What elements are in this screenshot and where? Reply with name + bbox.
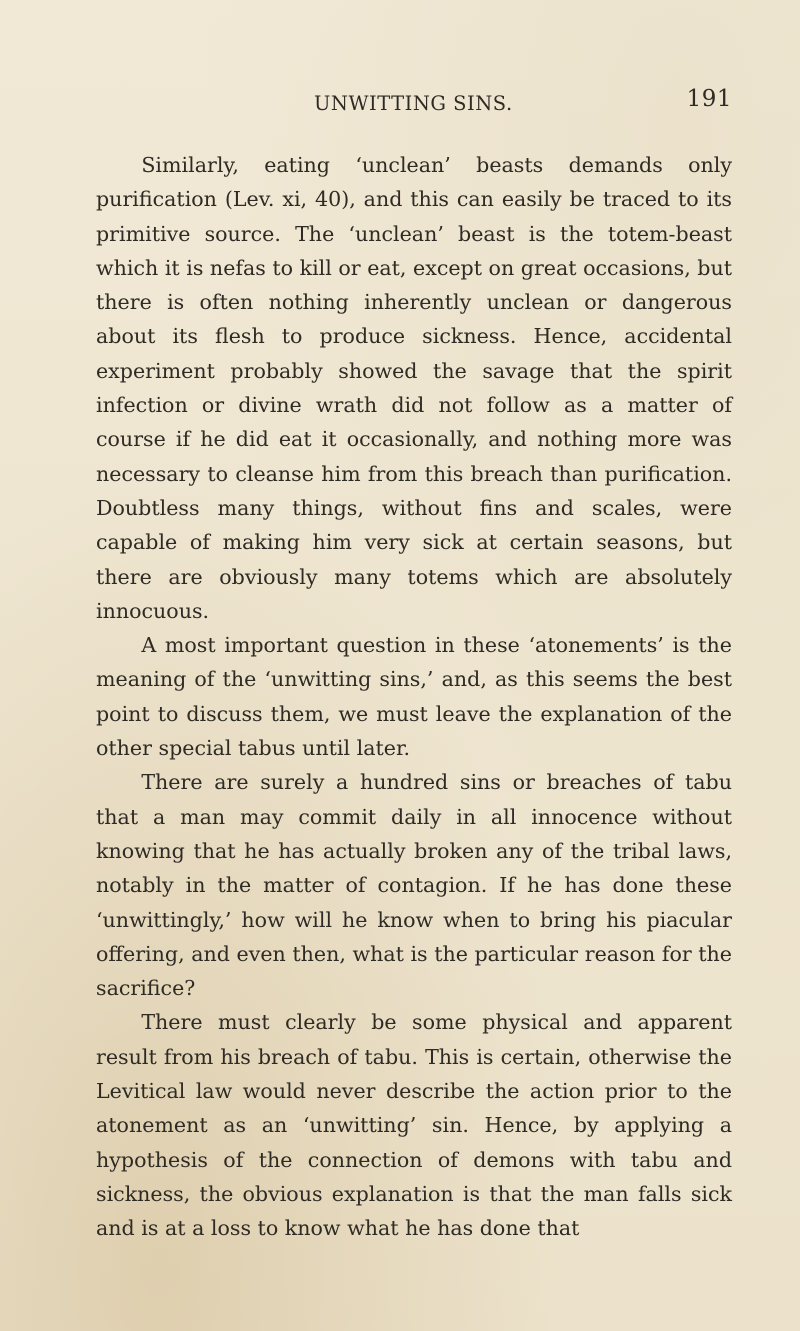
page-header: [96, 86, 732, 122]
paragraph-atonements: A most important question in these ‘atonements’ is the meaning of the ‘unwitting sins,’ and, as this seems the best point to discuss them, we must leave the explanation of the other special tabus until later.: [96, 633, 732, 761]
page-number: 191: [686, 86, 732, 112]
body-text: [96, 148, 732, 1246]
paragraph-physical-result: There must clearly be some physical and apparent result from his breach of tabu. This is certain, otherwise the Levitical law would never describe the action prior to the atonement as an ‘unwitting’ sin. Hence, by applying a hypothesis of the connection of demons with tabu and sickness, the obvious explanation is that the man falls sick and is at a loss to know what he has done that: [96, 1010, 732, 1241]
paragraph-hundred-sins: There are surely a hundred sins or breaches of tabu that a man may commit daily in all innocence without knowing that he has actually broken any of the tribal laws, notably in the matter of contagion. If he has done these ‘unwittingly,’ how will he know when to bring his piacular offering, and even then, what is the particular reason for the sacrifice?: [96, 770, 732, 1001]
paragraph-unclean-beasts: Similarly, eating ‘unclean’ beasts demands only purification (Lev. xi, 40), and this can easily be traced to its primitive source. The ‘unclean’ beast is the totem-beast which it is nefas to kill or eat, except on great occasions, but there is often nothing inherently unclean or dangerous about its flesh to produce sickness. Hence, accidental experiment probably showed the savage that the spirit infection or divine wrath did not follow as a matter of course if he did eat it occasionally, and nothing more was necessary to cleanse him from this breach than purification. Doubtless many things, without fins and scales, were capable of making him very sick at certain seasons, but there are obviously many totems which are absolutely innocuous.: [96, 153, 733, 623]
running-head: UNWITTING SINS.: [314, 92, 513, 115]
